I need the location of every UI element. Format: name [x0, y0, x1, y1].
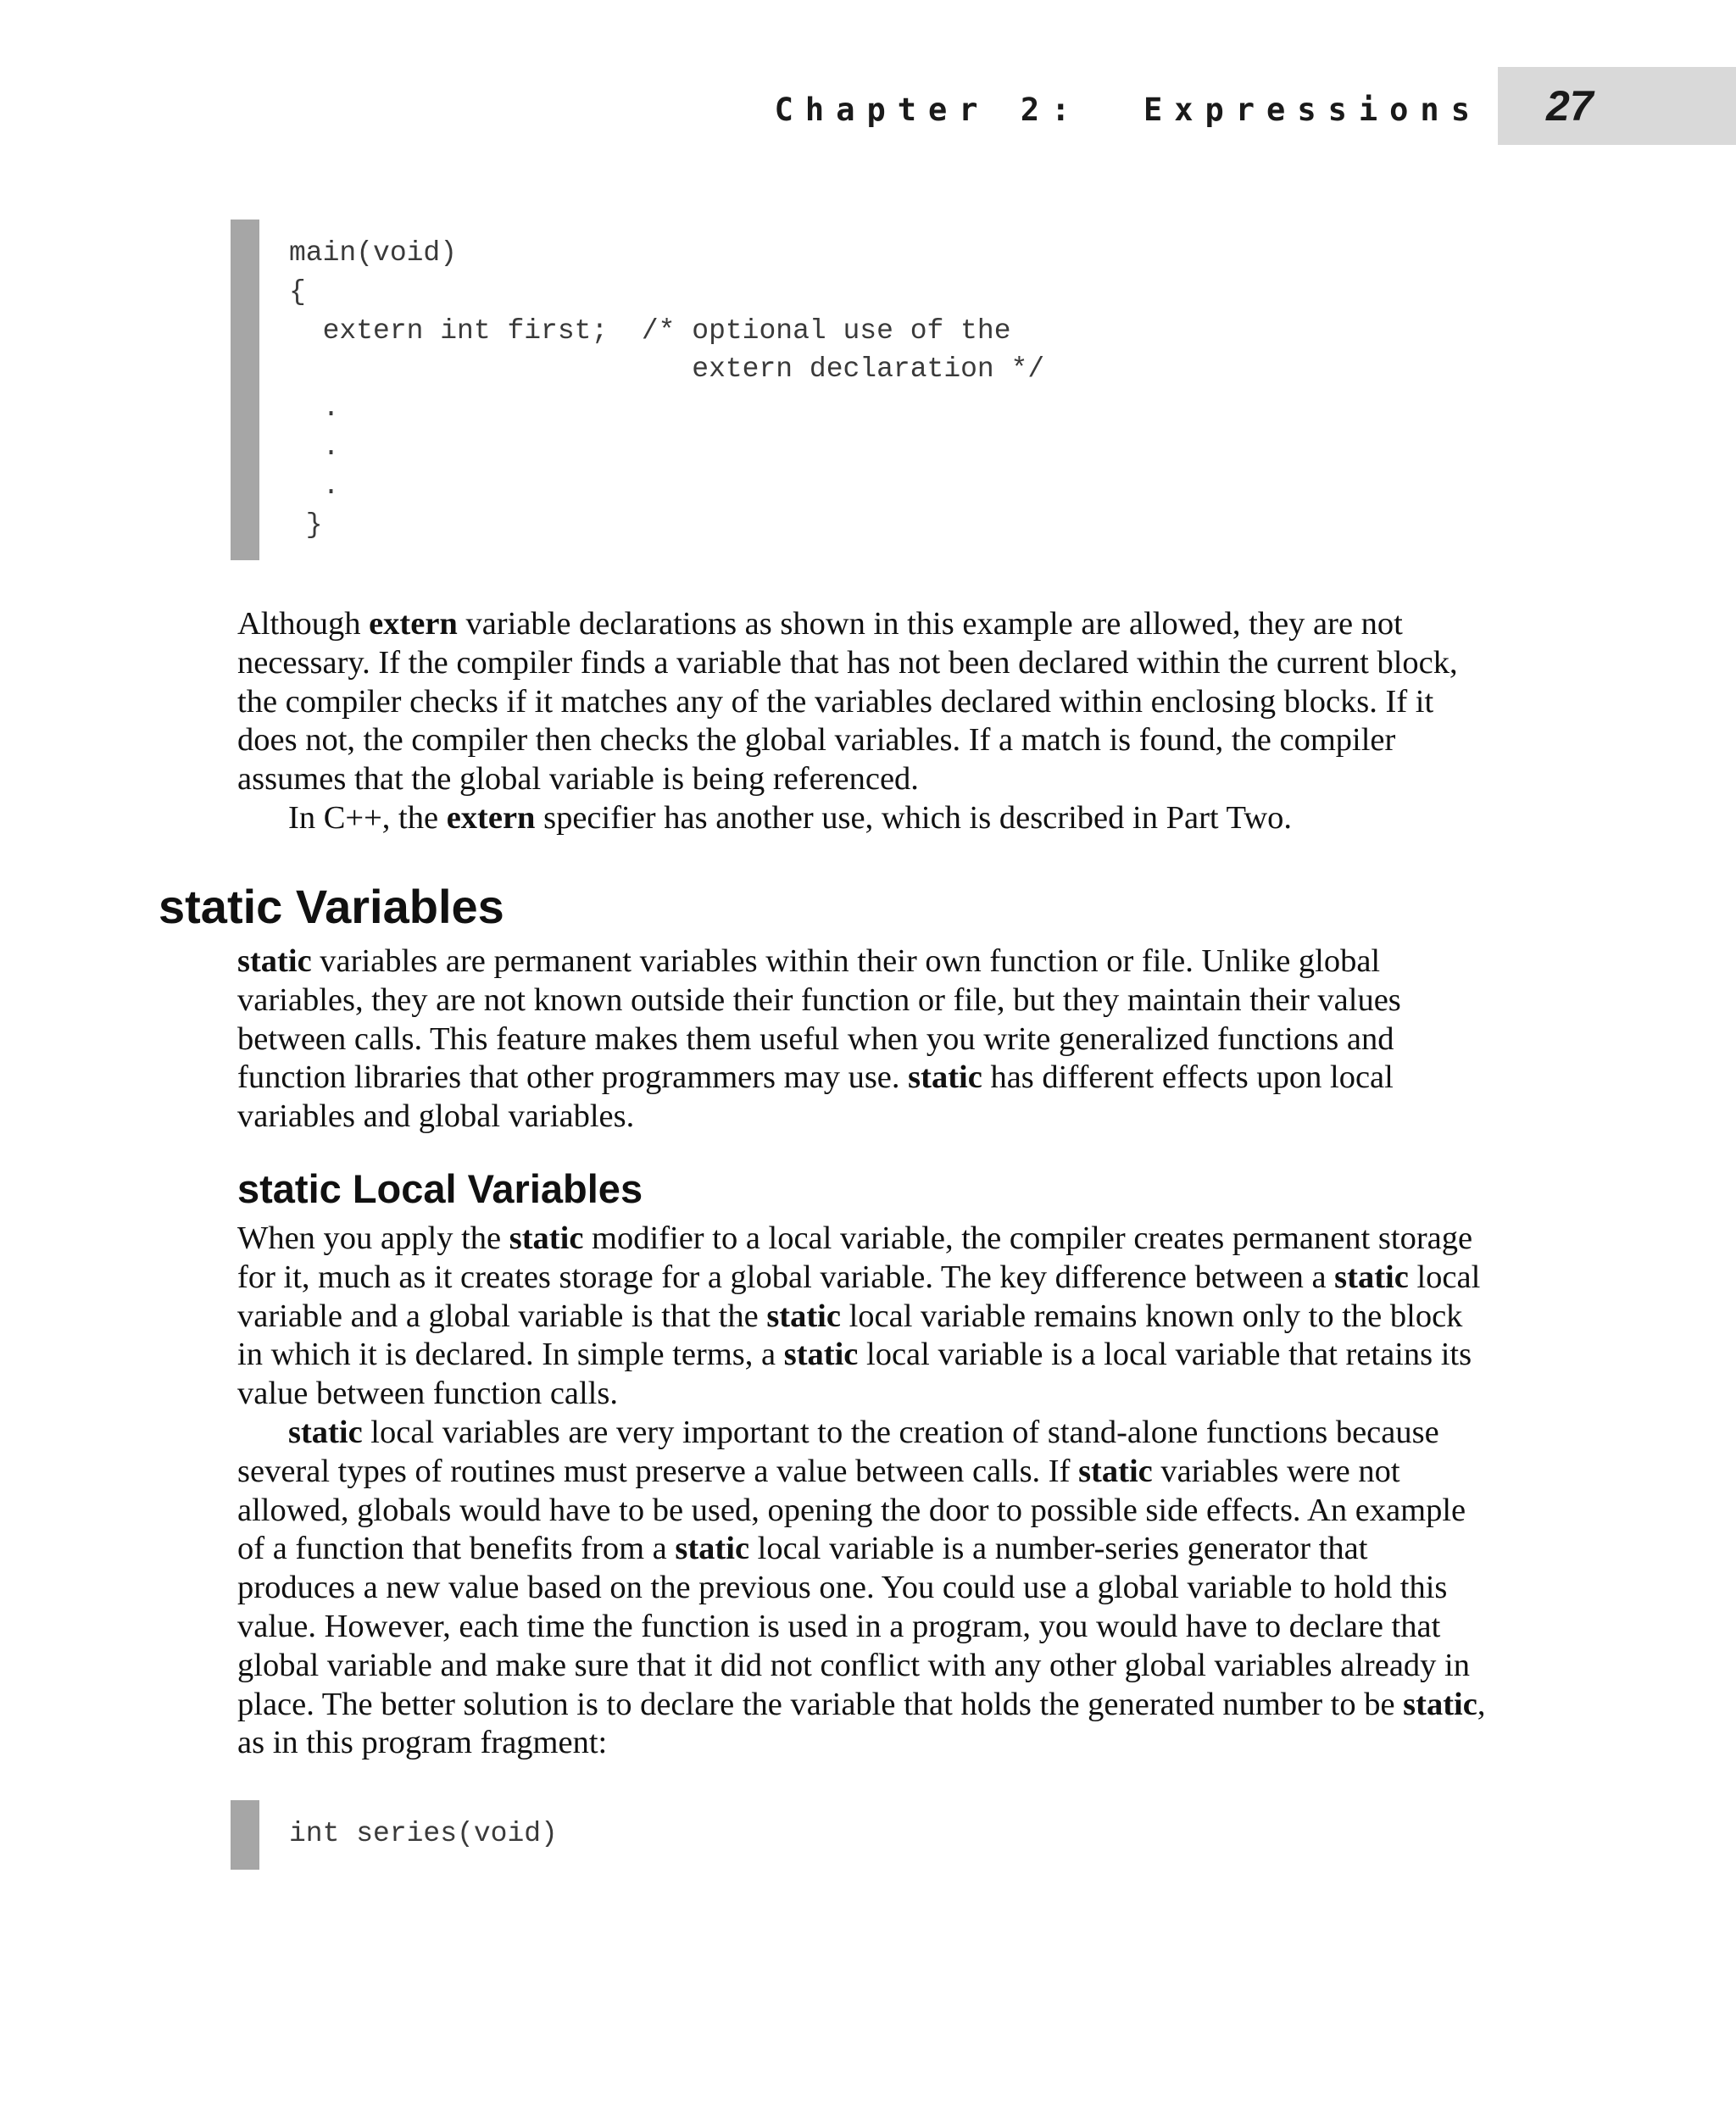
code-line: { — [289, 275, 306, 308]
static-local-variables-section — [237, 1220, 1492, 1763]
code-line: } — [289, 509, 323, 541]
heading-static-variables: static Variables — [159, 880, 504, 933]
heading-static-local-variables: static Local Variables — [237, 1166, 643, 1211]
code-line: . — [289, 392, 340, 425]
page-number-tab — [1498, 67, 1736, 145]
keyword-static: static — [908, 1059, 982, 1096]
page-number: 27 — [1546, 82, 1594, 130]
code-block-bar — [231, 220, 259, 560]
keyword-extern: extern — [446, 799, 536, 836]
paragraph-static-local-importance: static local variables are very important to the creation of stand-alone functions because several types of routines must preserve a value between calls. If static variables were not allowed, globals would have to be used, opening the door to possible side effects. An example of a function that benefits from a static local variable is a number-series generator that produces a new value based on the previous one. You could use a global variable to hold this value. However, each time the function is used in a program, you would have to declare that global variable and make sure that it did not conflict with any other global variables already in place. The better solution is to declare the variable that holds the generated number to be static, as in this program fragment: — [237, 1414, 1486, 1761]
paragraph-static-local-definition: When you apply the static modifier to a local variable, the compiler creates permanent storage for it, much as it creates storage for a global variable. The key difference between a static local variable and a global variable is that the static local variable remains known only to the block in which it is declared. In simple terms, a static local variable is a local variable that retains its value between function calls. — [237, 1220, 1481, 1412]
keyword-extern: extern — [369, 606, 458, 642]
keyword-static: static — [1334, 1259, 1409, 1295]
keyword-static: static — [1403, 1686, 1477, 1722]
code-line: . — [289, 431, 340, 463]
running-header-chapter: Chapter 2: Expressions — [774, 92, 1482, 128]
paragraph-static-intro: static variables are permanent variables within their own function or file. Unlike global variables, they are not known outside their function or file, but they maintain their values between calls. This feature makes them useful when you write generalized functions and function libraries that other programmers may use. static has different effects upon local variables and global variables. — [237, 943, 1401, 1135]
keyword-static: static — [509, 1220, 584, 1256]
code-line: int series(void) — [289, 1818, 558, 1849]
code-listing — [289, 234, 1044, 544]
code-block-bar — [231, 1800, 259, 1870]
code-listing — [289, 1815, 558, 1854]
keyword-static: static — [288, 1414, 363, 1450]
keyword-static: static — [766, 1298, 841, 1334]
code-line: extern int first; /* optional use of the — [289, 314, 1011, 347]
paragraph-extern-explanation: Although extern variable declarations as shown in this example are allowed, they are not necessary. If the compiler finds a variable that has not been declared within the current block, the compiler checks if it matches any of the variables declared within enclosing blocks. If it does not, the compiler then checks the global variables. If a match is found, the compiler assumes that the global variable is being referenced. — [237, 606, 1458, 798]
keyword-static: static — [675, 1531, 750, 1567]
static-variables-section — [237, 942, 1492, 1137]
keyword-static: static — [1078, 1453, 1153, 1489]
paragraph-extern-cpp: In C++, the extern specifier has another use, which is described in Part Two. — [288, 799, 1293, 836]
keyword-static: static — [783, 1337, 859, 1373]
code-line: main(void) — [289, 237, 458, 269]
extern-paragraphs — [237, 605, 1492, 838]
keyword-static: static — [237, 943, 312, 979]
code-line: extern declaration */ — [289, 353, 1045, 386]
code-line: . — [289, 470, 340, 502]
